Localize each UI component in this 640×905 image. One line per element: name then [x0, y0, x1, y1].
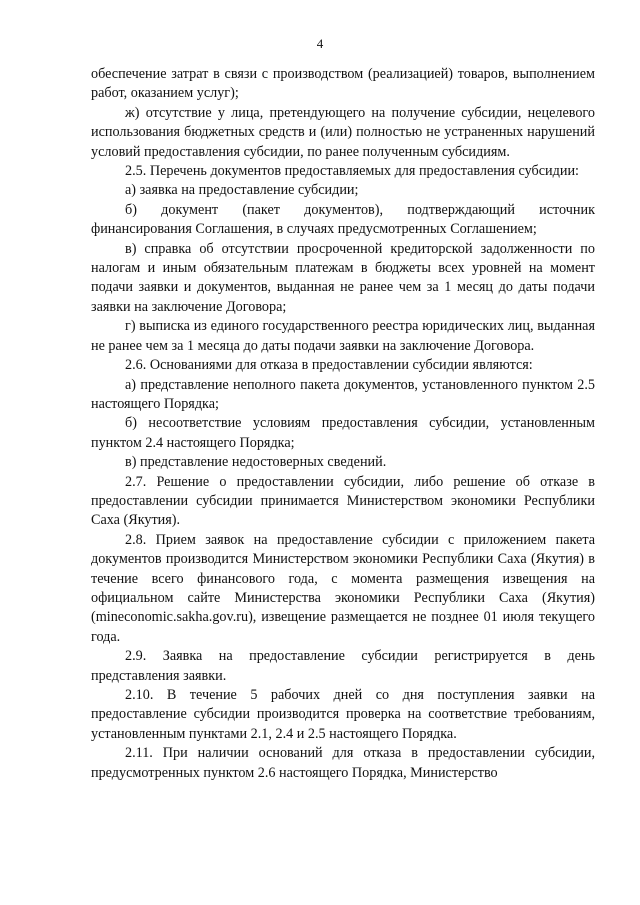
paragraph-item-a: а) заявка на предоставление субсидии; [125, 182, 359, 199]
paragraph-2-7: 2.7. Решение о предоставлении субсидии, либо решение об отказе в предоставлении субсидии принимается Министерством экономики Республики Саха (Якутия). [91, 473, 595, 529]
page-number: 4 [316, 36, 324, 51]
paragraph-2-9: 2.9. Заявка на предоставление субсидии регистрируется в день представления заявки. [91, 648, 595, 684]
paragraph-item-v: в) представление недостоверных сведений. [125, 454, 387, 471]
paragraph-item-b: б) документ (пакет документов), подтверждающий источник финансирования Соглашения, в случаях предусмотренных Соглашением; [91, 201, 595, 238]
paragraph-item-a: а) представление неполного пакета документов, установленного пунктом 2.5 настоящего Порядка; [91, 376, 595, 412]
document-body [91, 65, 595, 783]
paragraph-item-g: г) выписка из единого государственного реестра юридических лиц, выданная не ранее чем за 1 месяца до даты подачи заявки на заключение Договора. [91, 318, 595, 354]
paragraph-item-b: б) несоответствие условиям предоставления субсидии, установленным пунктом 2.4 настоящего Порядка; [91, 415, 595, 451]
paragraph-2-10: 2.10. В течение 5 рабочих дней со дня поступления заявки на предоставление субсидии производится проверка на соответствие требованиям, установленным пунктами 2.1, 2.4 и 2.5 настоящего Порядка. [91, 687, 595, 742]
paragraph-continuation: обеспечение затрат в связи с производством (реализацией) товаров, выполнением работ, оказанием услуг); [91, 66, 595, 102]
paragraph-2-6: 2.6. Основаниями для отказа в предоставлении субсидии являются: [125, 357, 533, 374]
paragraph-item-zh: ж) отсутствие у лица, претендующего на получение субсидии, нецелевого использования бюджетных средств и (или) полностью не устраненных нарушений условий предоставления субсидии, по ранее полученным субсидиям. [91, 104, 595, 160]
paragraph-item-v: в) справка об отсутствии просроченной кредиторской задолженности по налогам и иным обязательным платежам в бюджеты всех уровней на момент подачи заявки и документов, выданная не ранее чем за 1 месяц до даты подачи заявки на заключение Договора; [91, 240, 595, 315]
paragraph-2-11: 2.11. При наличии оснований для отказа в предоставлении субсидии, предусмотренных пунктом 2.6 настоящего Порядка, Министерство [91, 745, 595, 781]
paragraph-2-8: 2.8. Прием заявок на предоставление субсидии с приложением пакета документов производится Министерством экономики Республики Саха (Якутия) в течение всего финансового года, с момента размещения извещения на официальном сайте Министерства экономики Республики Саха (Якутия) (mineconomic.sakha.gov.ru), извещение размещается не позднее 01 июля текущего года. [91, 531, 595, 645]
paragraph-2-5: 2.5. Перечень документов предоставляемых для предоставления субсидии: [125, 163, 579, 180]
